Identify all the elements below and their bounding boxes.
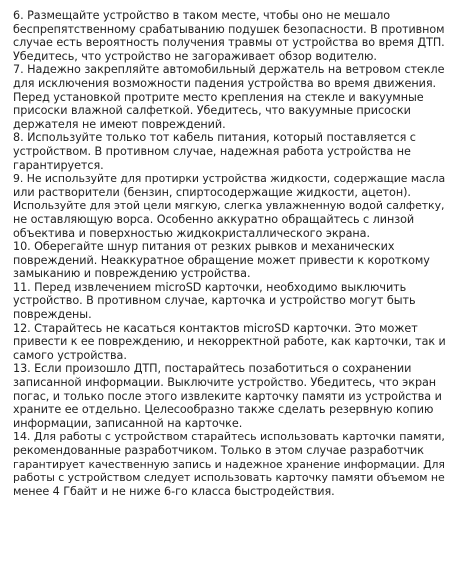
text-line: 6. Размещайте устройство в таком месте, чтобы оно не мешало — [13, 9, 391, 22]
text-line: или растворители (бензин, спиртосодержащие жидкости, ацетон). — [13, 185, 411, 199]
text-line: храните ее отдельно. Целесообразно также сделать резервную копию — [13, 403, 434, 417]
text-line: устройство. В противном случае, карточка и устройство могут быть — [13, 294, 416, 308]
text-line: 7. Надежно закрепляйте автомобильный держатель на ветровом стекле — [13, 63, 445, 77]
text-line: 8. Используйте только тот кабель питания, который поставляется с — [13, 131, 416, 145]
text-line: для исключения возможности падения устройства во время движения. — [13, 76, 437, 90]
text-line: Используйте для этой цели мягкую, слегка увлажненную водой салфетку, — [13, 199, 445, 213]
text-line: рекомендованные разработчиком. Только в этом случае разработчик — [13, 444, 424, 457]
text-line: 11. Перед извлечением microSD карточки, необходимо выключить — [13, 280, 407, 294]
text-line: информации, записанной на карточке. — [13, 416, 243, 430]
text-line: 14. Для работы с устройством старайтесь использовать карточки памяти, — [13, 430, 445, 444]
text-line: повреждений. Неаккуратное обращение может привести к короткому — [13, 253, 430, 267]
text-line: менее 4 Гбайт и не ниже 6-го класса быстродействия. — [13, 484, 335, 498]
text-line: не оставляющую ворса. Особенно аккуратно обращайтесь с линзой — [13, 212, 415, 226]
text-line: Перед установкой протрите место крепления на стекле и вакуумные — [13, 90, 424, 104]
text-line: держателя не имеют повреждений. — [13, 117, 226, 131]
text-line: погас, и только после этого извлеките карточку памяти из устройства и — [13, 389, 442, 403]
text-line: присоски влажной салфеткой. Убедитесь, что вакуумные присоски — [13, 104, 411, 118]
text-line: беспрепятственному срабатыванию подушек безопасности. В противном — [13, 22, 445, 36]
instructions-text — [13, 9, 445, 498]
text-line: 9. Не используйте для протирки устройства жидкости, содержащие масла — [13, 172, 446, 186]
text-line: объектива и поверхностью жидкокристаллического экрана. — [13, 226, 370, 240]
text-line: самого устройства. — [13, 348, 127, 362]
text-line: повреждены. — [13, 308, 92, 322]
text-line: гарантируется. — [13, 158, 104, 172]
text-line: 13. Если произошло ДТП, постарайтесь позаботиться о сохранении — [13, 362, 412, 376]
text-line: замыканию и повреждению устройства. — [13, 267, 251, 281]
text-line: Убедитесь, что устройство не загораживает обзор водителю. — [13, 49, 377, 63]
text-line: гарантирует качественную запись и надежное хранение информации. Для — [13, 457, 445, 471]
text-line: устройством. В противном случае, надежная работа устройства не — [13, 144, 411, 158]
text-line: 10. Оберегайте шнур питания от резких рывков и механических — [13, 240, 395, 254]
text-line: 12. Старайтесь не касаться контактов microSD карточки. Это может — [13, 321, 418, 335]
text-line: случае есть вероятность получения травмы от устройства во время ДТП. — [13, 36, 445, 50]
text-line: работы с устройством следует использовать карточку памяти объемом не — [13, 471, 445, 485]
text-line: привести к ее повреждению, и некорректной работе, как карточки, так и — [13, 335, 446, 349]
text-line: записанной информации. Выключите устройство. Убедитесь, что экран — [13, 376, 437, 390]
